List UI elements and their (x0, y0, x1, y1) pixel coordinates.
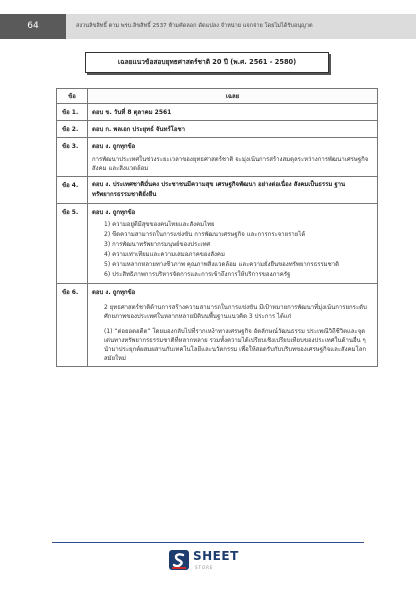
column-header-answer: เฉลย (88, 89, 378, 104)
question-number: ข้อ 1. (57, 104, 88, 121)
explanation-text: การพัฒนาประเทศในช่วงระยะเวลาของยุทธศาสตร์ชาติ จะมุ่งเน้นการสร้างสมดุลระหว่างการพัฒนาเศรษฐกิจ สังคม และสิ่งแวดล้อม (92, 156, 369, 172)
table-row (57, 121, 378, 138)
list-item: 2) ขีดความสามารถในการแข่งขัน การพัฒนาเศรษฐกิจ และการกระจายรายได้ (104, 231, 306, 238)
copyright-notice: สงวนลิขสิทธิ์ ตาม พรบ.ลิขสิทธิ์ 2537 ห้ามคัดลอก ดัดแปลง จำหน่าย แจกจ่าย โดยไม่ได้รับอนุญาต (76, 23, 313, 29)
answer-text: ตอบ ง. ถูกทุกข้อ (92, 209, 136, 216)
explanation-text: (1) “ต่อยอดอดีต” โดยมองกลับไปที่รากเหง้าทางเศรษฐกิจ อัตลักษณ์วัฒนธรรม ประเพณีวิถีชีวิตและจุดเด่นทางทรัพยากรธรรมชาติที่หลากหลาย รวมทั้งความได้เปรียบเชิงเปรียบเทียบของประเทศในด้านอื่น ๆ นำมาประยุกต์ผสมผสานกับเทคโนโลยีและนวัตกรรม เพื่อให้สอดรับกับบริบทของเศรษฐกิจและสังคมโลกสมัยใหม่ (104, 328, 367, 362)
answer-text: ตอบ ง. ประเทศชาติมั่นคง ประชาชนมีความสุข เศรษฐกิจพัฒนา อย่างต่อเนื่อง สังคมเป็นธรรม ฐานทรัพยากรธรรมชาติยั่งยืน (92, 181, 346, 198)
answer-cell (88, 177, 378, 204)
answer-text: ตอบ ง. ถูกทุกข้อ (92, 289, 136, 296)
answer-text: ตอบ ง. ถูกทุกข้อ (92, 143, 136, 150)
table-row (57, 177, 378, 204)
sheet-logo-icon (168, 549, 190, 571)
logo-subtext: STORE (195, 565, 214, 570)
column-header-number: ข้อ (57, 89, 88, 104)
table-row (57, 138, 378, 177)
table-header-row (57, 89, 378, 104)
footer-divider (52, 542, 364, 543)
list-item: 5) ความหลากหลายทางชีวภาพ คุณภาพสิ่งแวดล้อม และความยั่งยืนของทรัพยากรธรรมชาติ (104, 261, 339, 268)
list-item: 1) ความอยู่ดีมีสุขของคนไทยและสังคมไทย (104, 221, 215, 228)
answer-cell (88, 204, 378, 284)
answer-cell (88, 138, 378, 177)
page-title: เฉลยแนวข้อสอบยุทธศาสตร์ชาติ 20 ปี (พ.ศ. 2561 - 2580) (85, 52, 329, 73)
question-number: ข้อ 4. (57, 177, 88, 204)
logo-wordmark: SHEET (193, 549, 239, 563)
answer-table (56, 88, 378, 367)
page-number: 64 (0, 14, 66, 39)
answer-cell (88, 104, 378, 121)
question-number: ข้อ 6. (57, 284, 88, 367)
answer-cell (88, 284, 378, 367)
question-number: ข้อ 5. (57, 204, 88, 284)
answer-text: ตอบ ข. วันที่ 8 ตุลาคม 2561 (92, 109, 172, 116)
list-item: 3) การพัฒนาทรัพยากรมนุษย์ของประเทศ (104, 241, 211, 248)
header-bar (0, 14, 416, 39)
answer-cell (88, 121, 378, 138)
table-row (57, 204, 378, 284)
answer-text: ตอบ ก. พลเอก ประยุทธ์ จันทร์โอชา (92, 126, 185, 133)
table-row (57, 104, 378, 121)
sheet-store-logo (168, 547, 248, 577)
explanation-text: 2 ยุทธศาสตร์ชาติด้านการสร้างความสามารถในการแข่งขัน มีเป้าหมายการพัฒนาที่มุ่งเน้นการยกระดับศักยภาพของประเทศในหลากหลายมิติบนพื้นฐานแนวคิด 3 ประการ ได้แก่ (104, 304, 367, 320)
table-row (57, 284, 378, 367)
question-number: ข้อ 3. (57, 138, 88, 177)
list-item: 4) ความเท่าเทียมและความเสมอภาคของสังคม (104, 251, 225, 258)
question-number: ข้อ 2. (57, 121, 88, 138)
list-item: 6) ประสิทธิภาพการบริหารจัดการและการเข้าถึงการให้บริการของภาครัฐ (104, 271, 291, 278)
